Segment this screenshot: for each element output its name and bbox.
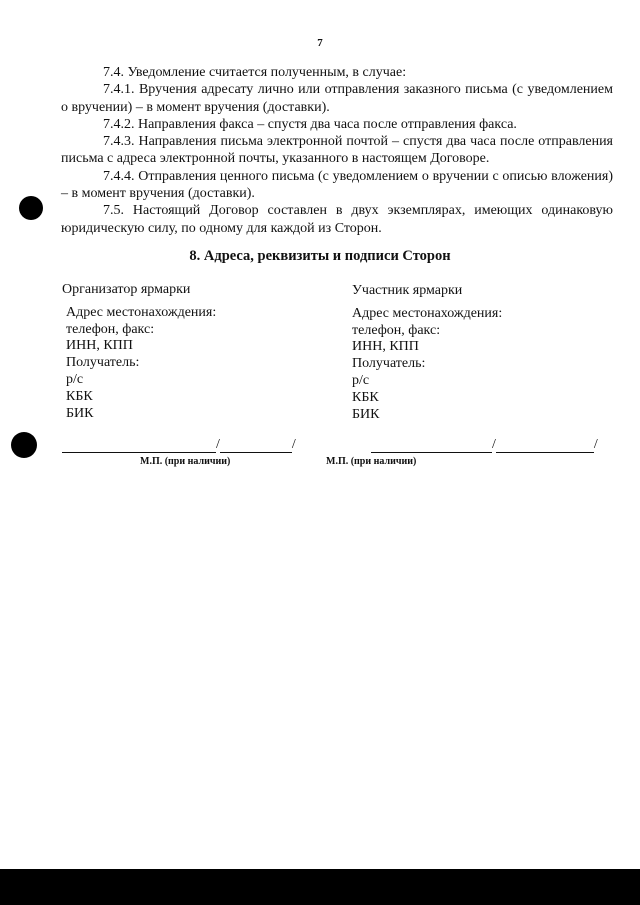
section-heading: 8. Адреса, реквизиты и подписи Сторон [189,248,451,264]
participant-details [352,283,502,423]
organizer-inn-label: ИНН, КПП [66,338,133,354]
punch-hole-mark [11,432,37,458]
clause-7-4-3: 7.4.3. Направления письма электронной почтой – спустя два часа после отправления письма с адреса электронной почты, указанного в настоящем Договоре. [61,134,613,167]
participant-name-field [496,436,594,453]
punch-hole-mark [19,196,43,220]
organizer-title: Организатор ярмарки [62,282,191,297]
participant-inn-label: ИНН, КПП [352,339,419,355]
organizer-name-field [220,436,292,453]
signature-slash: / [492,437,496,452]
signature-slash: / [216,437,220,452]
clause-7-4-1: 7.4.1. Вручения адресату лично или отправления заказного письма (с уведомлением о вручении) – в момент вручения (доставки). [61,82,613,115]
organizer-phone-label: телефон, факс: [66,321,155,337]
clause-7-5: 7.5. Настоящий Договор составлен в двух экземплярах, имеющих одинаковую юридическую силу, по одному для каждой из Сторон. [61,203,613,236]
participant-bik-label: БИК [352,406,380,422]
clause-7-4-2: 7.4.2. Направления факса – спустя два часа после отправления факса. [103,116,517,132]
clause-7-4-4: 7.4.4. Отправления ценного письма (с уведомлением о вручении с описью вложения) – в момент вручения (доставки). [61,168,613,202]
organizer-signature-field [62,436,216,453]
clause-7-4: 7.4. Уведомление считается полученным, в случае: [103,65,407,80]
participant-recipient-label: Получатель: [352,356,426,372]
signature-slash: / [593,437,598,452]
organizer-signature-line [62,436,296,453]
participant-address-label: Адрес местонахождения: [352,305,503,321]
participant-stamp-note: М.П. (при наличии) [326,456,417,467]
organizer-details [62,282,216,422]
organizer-account-label: р/с [66,371,84,387]
organizer-kbk-label: КБК [66,388,93,404]
scan-edge-shadow [0,869,640,905]
participant-account-label: р/с [352,372,370,388]
organizer-bik-label: БИК [66,405,94,421]
participant-signature-line [371,436,598,453]
participant-kbk-label: КБК [352,389,379,405]
organizer-recipient-label: Получатель: [66,355,140,371]
participant-signature-field [371,436,492,453]
participant-title: Участник ярмарки [352,283,463,298]
signature-slash: / [291,437,296,452]
organizer-address-label: Адрес местонахождения: [66,304,217,320]
participant-phone-label: телефон, факс: [352,322,441,338]
page-number: 7 [317,37,323,49]
organizer-stamp-note: М.П. (при наличии) [140,456,231,467]
contract-clauses [61,64,613,237]
